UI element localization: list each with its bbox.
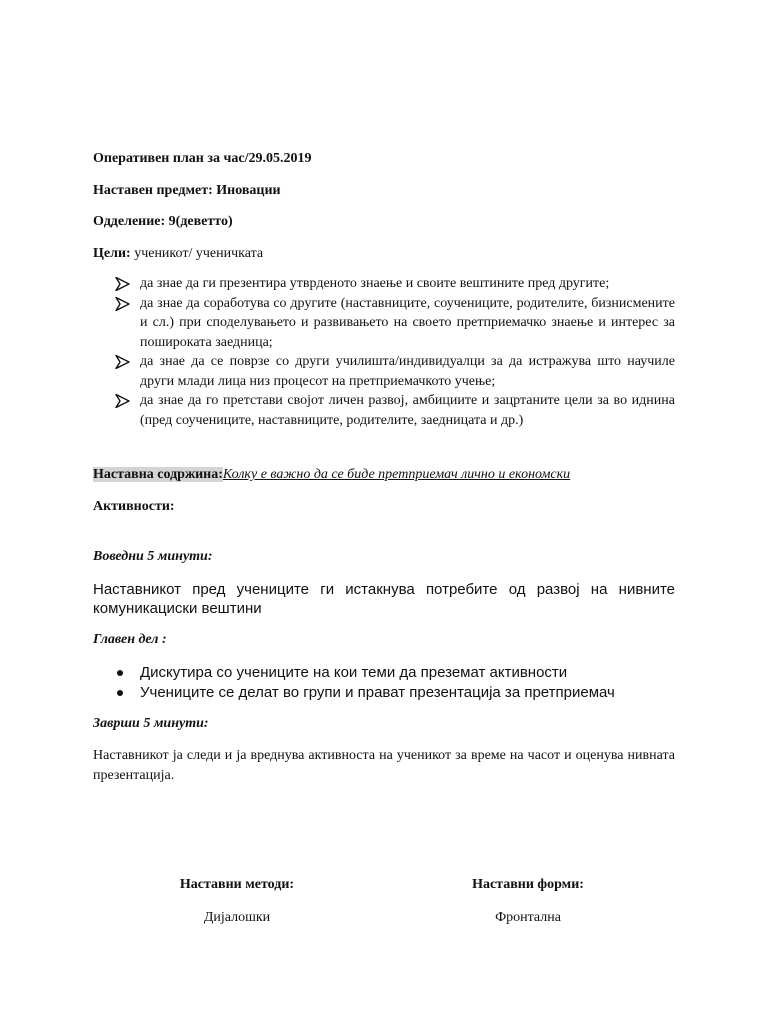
main-heading: Главен дел : [93,632,167,647]
activities-label: Активности: [93,499,175,514]
methods-value: Дијалошки [203,910,271,925]
intro-text: Наставникот пред учениците ги истакнува потребите од развој на нивните комуникациски вештини [93,581,675,617]
intro-heading: Воведни 5 минути: [93,549,213,564]
subject-line: Наставен предмет: Иновации [93,183,281,198]
activity-item [93,683,675,703]
lesson-topic: Колку е важно да се биде претприемач лично и економски [222,467,571,482]
arrow-bullet-icon [115,355,130,369]
forms-label: Наставни форми: [472,877,584,892]
main-activities-list [93,663,675,703]
bullet-dot-icon [117,690,123,696]
content-line [93,467,570,483]
arrow-bullet-icon [115,394,130,408]
goal-text: да знае да го претстави својот личен развој, амбициите и зацртаните цели за во иднина (пред соучениците, наставниците, родителите, заедницата и др.) [140,393,675,428]
goal-text: да знае да ги презентира утврденото знаење и своите вештините пред другите; [140,276,610,291]
methods-label: Наставни методи: [179,877,295,892]
content-label: Наставна содржина: [93,467,223,482]
goals-target: ученикот/ ученичката [130,246,264,261]
goal-text: да знае да соработува со другите (наставниците, соучениците, родителите, бизнисмените и сл.) при споделувањето и развивањето на своето претприемачко знаење и интерес за пошироката заедница; [140,295,675,350]
goals-line [93,246,263,262]
activity-text: Учениците се делат во групи и прават презентација за претприемач [140,684,615,701]
forms-value: Фронтална [495,910,561,925]
goal-item [93,294,675,353]
plan-title: Оперативен план за час/29.05.2019 [93,151,312,166]
bullet-dot-icon [117,670,123,676]
grade-line: Одделение: 9(деветто) [93,214,233,229]
goal-text: да знае да се поврзе со други училишта/индивидуалци за да истражува што научиле други млади лица низ процесот на претприемачкото учење; [140,354,675,389]
goals-list [93,274,675,430]
goals-label: Цели: [93,246,131,261]
activity-text: Дискутира со учениците на кои теми да преземат активности [140,664,568,681]
arrow-bullet-icon [115,297,130,311]
activity-item [93,663,675,683]
goal-item [93,352,675,391]
goal-item [93,391,675,430]
closing-text: Наставникот ја следи и ја вреднува активноста на ученикот за време на часот и оценува нивната презентација. [93,748,675,783]
closing-heading: Заврши 5 минути: [93,716,209,731]
goal-item [93,274,675,294]
arrow-bullet-icon [115,277,130,291]
